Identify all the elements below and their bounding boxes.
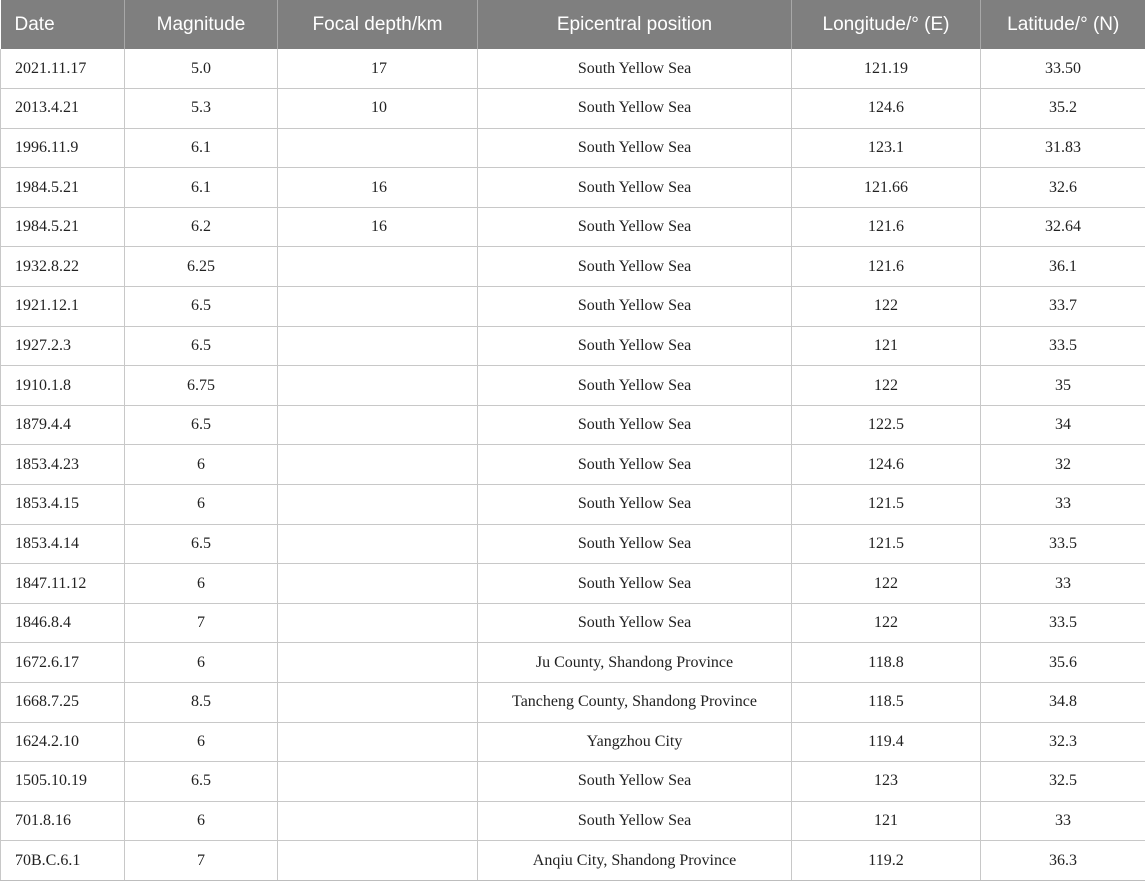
cell-latitude: 33.5 [981,603,1145,643]
cell-focal-depth: 17 [278,49,478,89]
table-row [1,49,1145,89]
cell-magnitude: 5.0 [125,49,278,89]
table-row [1,366,1145,406]
cell-latitude: 32.3 [981,722,1145,762]
cell-focal-depth [278,524,478,564]
cell-focal-depth [278,643,478,683]
cell-magnitude: 6 [125,801,278,841]
cell-latitude: 33.7 [981,287,1145,327]
cell-date: 1847.11.12 [1,564,125,604]
cell-date: 1846.8.4 [1,603,125,643]
cell-longitude: 121 [792,326,981,366]
cell-latitude: 32.6 [981,168,1145,208]
cell-longitude: 121 [792,801,981,841]
cell-latitude: 33 [981,801,1145,841]
cell-longitude: 121.6 [792,207,981,247]
header-row [1,0,1145,49]
cell-magnitude: 6 [125,722,278,762]
table-row [1,89,1145,129]
cell-epicentral-position: South Yellow Sea [478,445,792,485]
cell-latitude: 34 [981,405,1145,445]
cell-magnitude: 6.25 [125,247,278,287]
cell-magnitude: 6.75 [125,366,278,406]
cell-latitude: 35.2 [981,89,1145,129]
cell-focal-depth [278,405,478,445]
cell-latitude: 32.5 [981,762,1145,802]
cell-latitude: 33.50 [981,49,1145,89]
table-body [1,49,1145,880]
cell-focal-depth: 10 [278,89,478,129]
cell-latitude: 33 [981,564,1145,604]
cell-magnitude: 6.2 [125,207,278,247]
table-row [1,445,1145,485]
cell-longitude: 121.5 [792,524,981,564]
cell-epicentral-position: South Yellow Sea [478,287,792,327]
cell-magnitude: 6 [125,445,278,485]
cell-focal-depth [278,326,478,366]
cell-epicentral-position: South Yellow Sea [478,247,792,287]
cell-date: 70B.C.6.1 [1,841,125,881]
cell-focal-depth [278,683,478,723]
table-header [1,0,1145,49]
cell-focal-depth [278,762,478,802]
cell-latitude: 35.6 [981,643,1145,683]
cell-magnitude: 6.5 [125,524,278,564]
cell-magnitude: 6.5 [125,405,278,445]
cell-focal-depth [278,603,478,643]
column-header-latitude: Latitude/° (N) [981,0,1145,49]
cell-date: 1921.12.1 [1,287,125,327]
cell-longitude: 122 [792,366,981,406]
cell-focal-depth: 16 [278,168,478,208]
cell-longitude: 121.5 [792,485,981,525]
cell-longitude: 121.66 [792,168,981,208]
cell-focal-depth [278,485,478,525]
table-row [1,287,1145,327]
cell-focal-depth [278,564,478,604]
cell-longitude: 121.19 [792,49,981,89]
cell-magnitude: 6 [125,643,278,683]
cell-focal-depth [278,128,478,168]
cell-longitude: 122 [792,287,981,327]
cell-longitude: 122.5 [792,405,981,445]
cell-focal-depth [278,445,478,485]
cell-date: 1853.4.14 [1,524,125,564]
table-row [1,762,1145,802]
cell-longitude: 121.6 [792,247,981,287]
column-header-longitude: Longitude/° (E) [792,0,981,49]
cell-latitude: 36.3 [981,841,1145,881]
cell-focal-depth [278,841,478,881]
table-row [1,801,1145,841]
cell-epicentral-position: Anqiu City, Shandong Province [478,841,792,881]
cell-latitude: 33 [981,485,1145,525]
cell-focal-depth [278,287,478,327]
cell-magnitude: 7 [125,841,278,881]
cell-magnitude: 6.5 [125,762,278,802]
cell-latitude: 32.64 [981,207,1145,247]
cell-epicentral-position: South Yellow Sea [478,762,792,802]
table-row [1,564,1145,604]
cell-epicentral-position: South Yellow Sea [478,801,792,841]
table-row [1,722,1145,762]
cell-latitude: 35 [981,366,1145,406]
cell-magnitude: 6.5 [125,287,278,327]
cell-epicentral-position: Tancheng County, Shandong Province [478,683,792,723]
cell-latitude: 31.83 [981,128,1145,168]
cell-epicentral-position: South Yellow Sea [478,49,792,89]
cell-latitude: 34.8 [981,683,1145,723]
column-header-date: Date [1,0,125,49]
cell-date: 2021.11.17 [1,49,125,89]
cell-epicentral-position: South Yellow Sea [478,405,792,445]
cell-epicentral-position: Yangzhou City [478,722,792,762]
cell-magnitude: 6 [125,564,278,604]
cell-magnitude: 8.5 [125,683,278,723]
table-row [1,247,1145,287]
cell-date: 1624.2.10 [1,722,125,762]
table-row [1,485,1145,525]
cell-epicentral-position: South Yellow Sea [478,366,792,406]
table-row [1,643,1145,683]
cell-date: 1879.4.4 [1,405,125,445]
table-row [1,405,1145,445]
cell-epicentral-position: South Yellow Sea [478,168,792,208]
cell-latitude: 33.5 [981,326,1145,366]
cell-date: 1853.4.15 [1,485,125,525]
cell-epicentral-position: South Yellow Sea [478,128,792,168]
cell-magnitude: 6.5 [125,326,278,366]
cell-longitude: 122 [792,603,981,643]
cell-focal-depth [278,722,478,762]
cell-latitude: 33.5 [981,524,1145,564]
cell-longitude: 123 [792,762,981,802]
table-row [1,326,1145,366]
cell-latitude: 32 [981,445,1145,485]
table-row [1,524,1145,564]
cell-date: 2013.4.21 [1,89,125,129]
cell-epicentral-position: South Yellow Sea [478,89,792,129]
cell-epicentral-position: Ju County, Shandong Province [478,643,792,683]
table-row [1,683,1145,723]
cell-date: 1910.1.8 [1,366,125,406]
table-row [1,841,1145,881]
table-row [1,207,1145,247]
cell-longitude: 123.1 [792,128,981,168]
cell-epicentral-position: South Yellow Sea [478,603,792,643]
cell-date: 1996.11.9 [1,128,125,168]
cell-date: 1932.8.22 [1,247,125,287]
table-row [1,603,1145,643]
cell-longitude: 124.6 [792,89,981,129]
cell-date: 1853.4.23 [1,445,125,485]
cell-magnitude: 6.1 [125,128,278,168]
column-header-epicentral-position: Epicentral position [478,0,792,49]
cell-longitude: 119.4 [792,722,981,762]
cell-date: 1984.5.21 [1,168,125,208]
cell-longitude: 118.8 [792,643,981,683]
cell-date: 1927.2.3 [1,326,125,366]
cell-epicentral-position: South Yellow Sea [478,485,792,525]
cell-longitude: 122 [792,564,981,604]
cell-date: 1984.5.21 [1,207,125,247]
cell-focal-depth: 16 [278,207,478,247]
cell-date: 1668.7.25 [1,683,125,723]
cell-longitude: 118.5 [792,683,981,723]
cell-epicentral-position: South Yellow Sea [478,524,792,564]
column-header-magnitude: Magnitude [125,0,278,49]
cell-magnitude: 6 [125,485,278,525]
cell-focal-depth [278,366,478,406]
cell-latitude: 36.1 [981,247,1145,287]
cell-focal-depth [278,801,478,841]
cell-longitude: 124.6 [792,445,981,485]
table-row [1,168,1145,208]
table-row [1,128,1145,168]
cell-longitude: 119.2 [792,841,981,881]
cell-epicentral-position: South Yellow Sea [478,207,792,247]
cell-date: 701.8.16 [1,801,125,841]
cell-date: 1672.6.17 [1,643,125,683]
cell-focal-depth [278,247,478,287]
cell-magnitude: 7 [125,603,278,643]
cell-magnitude: 5.3 [125,89,278,129]
column-header-focal-depth: Focal depth/km [278,0,478,49]
cell-epicentral-position: South Yellow Sea [478,564,792,604]
cell-epicentral-position: South Yellow Sea [478,326,792,366]
cell-magnitude: 6.1 [125,168,278,208]
cell-date: 1505.10.19 [1,762,125,802]
